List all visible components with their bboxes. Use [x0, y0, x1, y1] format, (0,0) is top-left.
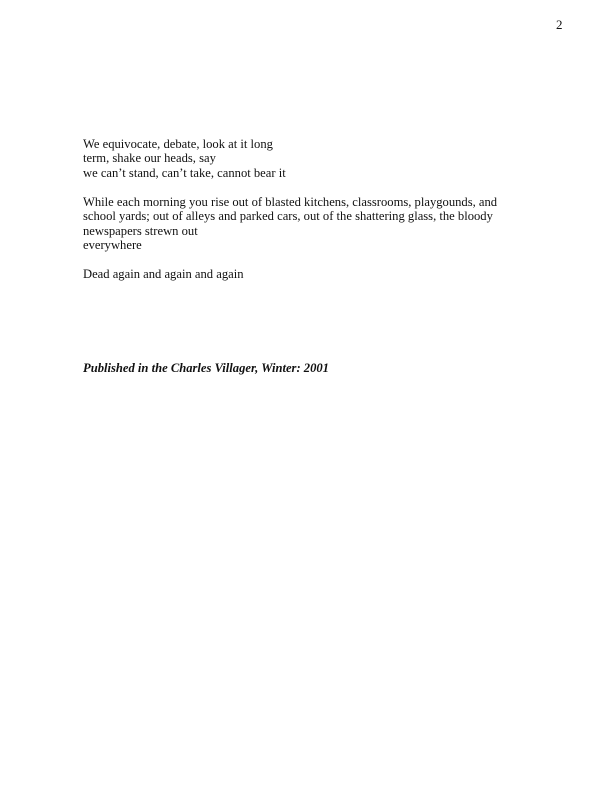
poem-line: Dead again and again and again [83, 267, 244, 281]
page-number: 2 [556, 17, 563, 32]
poem-stanza-3 [83, 267, 503, 281]
poem-line: While each morning you rise out of blasted kitchens, classrooms, playgounds, and [83, 195, 498, 209]
poem-line: We equivocate, debate, look at it long [83, 137, 273, 151]
poem-line: everywhere [83, 238, 142, 253]
poem-stanza-2 [83, 195, 503, 253]
poem-line: school yards; out of alleys and parked cars, out of the shattering glass, the bloody [83, 209, 493, 224]
poem-stanza-1 [83, 137, 503, 180]
poem-line: we can’t stand, can’t take, cannot bear it [83, 165, 286, 180]
poem-line: newspapers strewn out [83, 223, 198, 238]
poem-line: term, shake our heads, say [83, 151, 216, 166]
publication-note: Published in the Charles Villager, Winter: 2001 [83, 361, 329, 375]
